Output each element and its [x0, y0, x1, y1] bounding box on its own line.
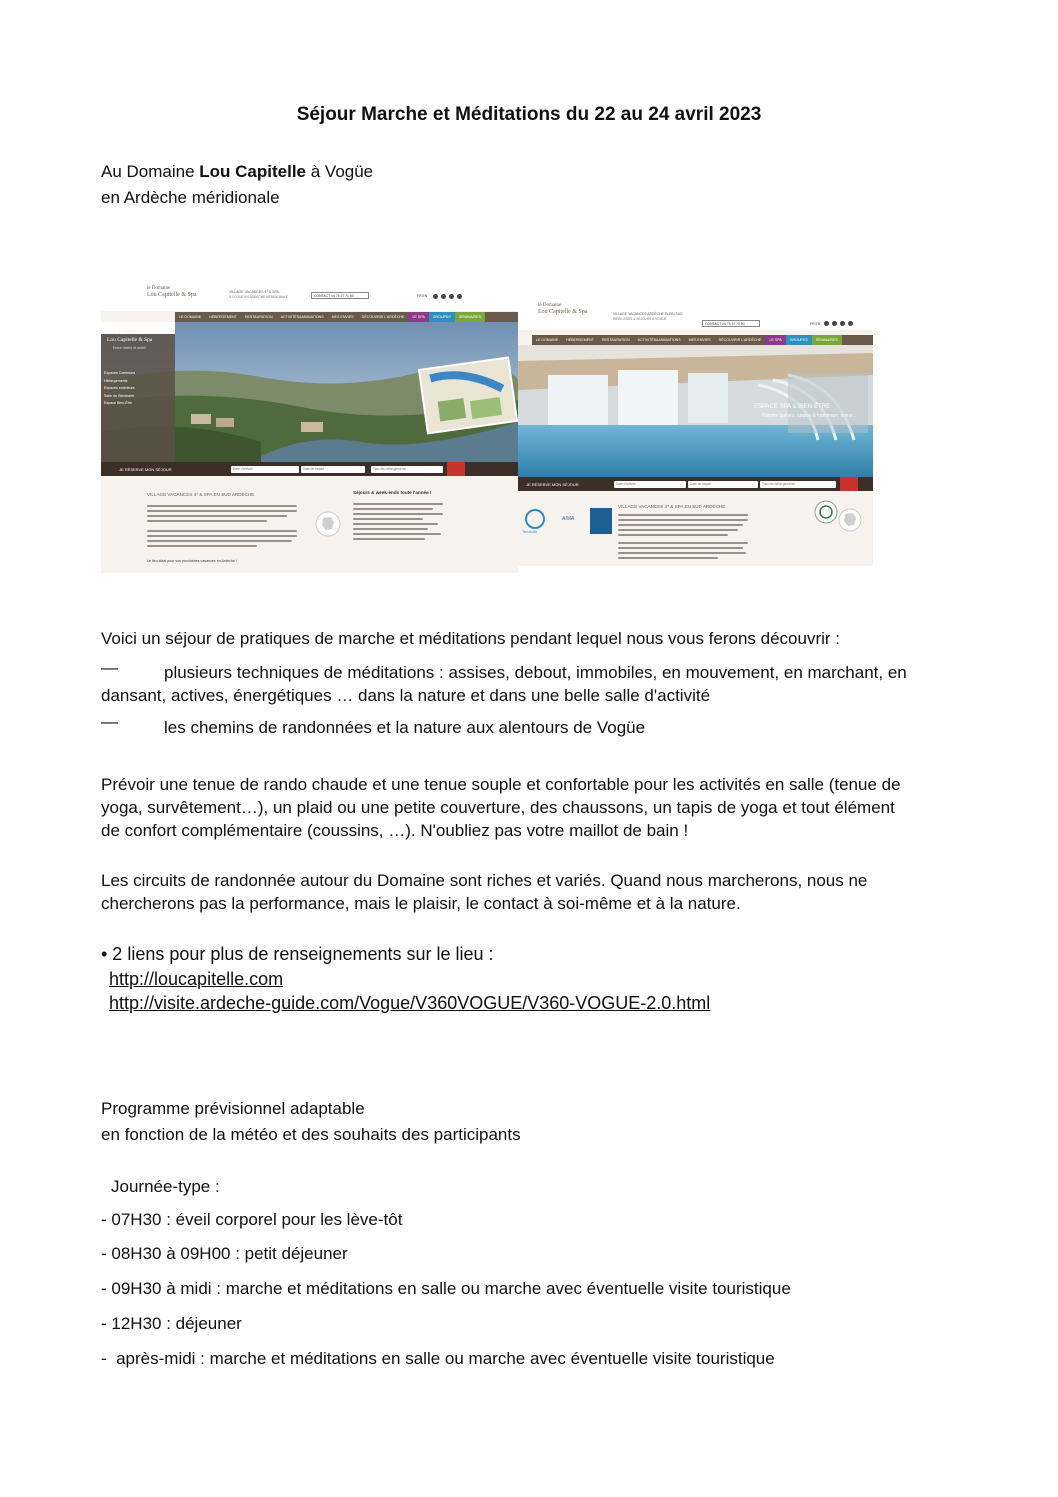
text-line [353, 538, 425, 540]
site-footer-note: Le lieu idéal pour vos prochaines vacances en Ardèche ! [147, 559, 237, 563]
intro-paragraph: Voici un séjour de pratiques de marche et méditations pendant lequel nous vous ferons découvrir : [101, 629, 841, 648]
badge-terradia: TerrAdia [522, 529, 537, 534]
text-line [353, 503, 443, 505]
booking-arrival-field: Date d'arrivée [614, 481, 686, 488]
text-line [618, 524, 743, 526]
site-section-title: VILLAGE VACANCES 4* & SPA EN SUD ARDÈCHE [147, 492, 255, 497]
site-header [101, 283, 518, 311]
text-line [147, 535, 297, 537]
nav-item-hebergement: HÉBERGEMENT [566, 338, 594, 342]
text-line [147, 510, 297, 512]
badge-aima: AIMA [562, 516, 575, 522]
nav-item-groupes: GROUPES [429, 312, 455, 322]
booking-label: JE RÉSERVE MON SÉJOUR [526, 481, 579, 487]
panel-logo-line-1: le Domaine [119, 330, 143, 335]
nav-item-envies: MES ENVIES [331, 315, 354, 319]
nav-item-seminaires: SÉMINAIRES [455, 312, 485, 322]
booking-lodging-select: Tous les hébergements [371, 466, 443, 473]
text-line [353, 508, 433, 510]
youtube-icon [848, 321, 853, 326]
panel-item: Espaces extérieurs [104, 386, 135, 391]
booking-departure-field: Date de départ [301, 466, 365, 473]
terradia-logo-icon [524, 508, 546, 530]
schedule-item: - 12H30 : déjeuner [101, 1314, 242, 1333]
nav-item-spa: LE SPA [408, 312, 428, 322]
facebook-icon [433, 294, 438, 299]
nav-item-domaine: LE DOMAINE [536, 338, 559, 342]
text-line [618, 529, 738, 531]
website-screenshot-left [101, 283, 518, 573]
schedule-item: - après-midi : marche et méditations en salle ou marche avec éventuelle visite touristique [101, 1349, 775, 1368]
site-subtagline: WEEK-ENDS & SÉJOURS À VOGÜE [613, 317, 667, 321]
bullet-1-line-1: plusieurs techniques de méditations : assises, debout, immobiles, en mouvement, en marchant, en [164, 663, 907, 682]
text-line [147, 540, 292, 542]
panel-menu [104, 370, 135, 408]
nav-item-spa: LE SPA [765, 335, 785, 345]
text-line [618, 547, 743, 549]
text-line [353, 513, 443, 515]
intro-suffix: à Vogüe [306, 162, 374, 181]
page-title: Séjour Marche et Méditations du 22 au 24 avril 2023 [296, 104, 762, 125]
hero-title: ESPACE SPA & BIEN-ÊTRE [754, 404, 831, 410]
nav-item-restauration: RESTAURATION [601, 338, 630, 342]
booking-lodging-select: Tous les hébergements [760, 481, 836, 488]
france-map-icon [838, 508, 862, 532]
schedule-item: - 07H30 : éveil corporel pour les lève-tôt [101, 1210, 403, 1229]
text-line [618, 534, 728, 536]
nav-item-activites: ACTIVITÉS&ANIMATIONS [280, 315, 324, 319]
booking-label: JE RÉSERVE MON SÉJOUR [119, 466, 172, 472]
bullet-dash: — [101, 658, 118, 677]
france-map-icon [315, 511, 341, 537]
site-right-title: Séjours & week-ends toute l'année ! [353, 490, 432, 495]
clothing-line-3: de confort complémentaire (coussins, …). N'oubliez pas votre maillot de bain ! [101, 821, 689, 840]
intro-line-2: en Ardèche méridionale [101, 188, 280, 207]
nav-item-ardeche: DÉCOUVRIR L'ARDÈCHE [718, 338, 762, 342]
booking-departure-field: Date de départ [688, 481, 758, 488]
panel-subtitle: Entre rivière et soleil [113, 346, 146, 350]
spa-pool-image [518, 345, 873, 477]
circuits-line-1: Les circuits de randonnée autour du Domaine sont riches et variés. Quand nous marcherons, nous ne [101, 871, 868, 890]
site-nav [175, 312, 518, 322]
bullet-1-line-2: dansant, actives, énergétiques … dans la nature et dans une belle salle d'activité [101, 686, 711, 705]
domain-name: Lou Capitelle [199, 162, 307, 181]
text-line [618, 552, 746, 554]
youtube-icon [457, 294, 462, 299]
schedule-item: - 09H30 à midi : marche et méditations en salle ou marche avec éventuelle visite touristique [101, 1279, 791, 1298]
text-line [147, 505, 297, 507]
nav-item-seminaires: SÉMINAIRES [812, 335, 842, 345]
text-line [147, 545, 257, 547]
circuits-line-2: chercherons pas la performance, mais le plaisir, le contact à soi-même et à la nature. [101, 894, 741, 913]
site-logo-line-1: le Domaine [147, 286, 171, 291]
text-line [618, 557, 718, 559]
bullet-2: les chemins de randonnées et la nature aux alentours de Vogüe [164, 718, 646, 737]
site-contact-button [311, 292, 369, 299]
text-line [618, 542, 748, 544]
schedule-item: - 08H30 à 09H00 : petit déjeuner [101, 1244, 348, 1263]
programme-title-line-1: Programme prévisionnel adaptable [101, 1099, 365, 1118]
site-subtagline: À VOGÜE EN ARDÈCHE MÉRIDIONALE [229, 295, 288, 299]
nav-item-ardeche: DÉCOUVRIR L'ARDÈCHE [361, 315, 405, 319]
hero-subtitle: Piscine balnéo, sauna & hammam, soins... [762, 413, 857, 419]
text-line [353, 523, 438, 525]
clothing-line-2: yoga, survêtement…), un plaid ou une petite couverture, des chaussons, un tapis de yoga et tout élément [101, 798, 895, 817]
nav-item-activites: ACTIVITÉS&ANIMATIONS [637, 338, 681, 342]
text-line [353, 518, 423, 520]
panel-item: Espaces Communs [104, 371, 136, 375]
site-logo-line-2: Lou Capitelle & Spa [538, 309, 588, 315]
site-phone: 04 75 37 71 50 [722, 322, 745, 326]
site-nav [532, 335, 873, 345]
booking-bar [518, 477, 873, 491]
site-lang: FR EN [417, 294, 428, 298]
programme-title-line-2: en fonction de la météo et des souhaits des participants [101, 1125, 521, 1144]
text-line [618, 514, 748, 516]
site-header [518, 300, 873, 330]
nav-item-hebergement: HÉBERGEMENT [209, 315, 237, 319]
site-tagline: VILLAGE VACANCES 4* & SPA [229, 290, 279, 294]
text-line [147, 530, 297, 532]
text-line [353, 533, 441, 535]
text-line [147, 520, 267, 522]
tripadvisor-badge-icon [814, 500, 838, 524]
booking-bar [101, 462, 518, 476]
nav-item-envies: MES ENVIES [688, 338, 711, 342]
site-contact-button [702, 320, 760, 327]
site-logo-line-1: le Domaine [538, 303, 562, 308]
booking-search-button [840, 477, 858, 491]
site-contact-label: CONTACT [314, 294, 331, 298]
nav-item-restauration: RESTAURATION [244, 315, 273, 319]
site-section-title: VILLAGE VACANCES 4* & SPA EN SUD ARDÈCHE [618, 504, 726, 509]
site-lang: FR EN [810, 322, 821, 326]
links-intro: • 2 liens pour plus de renseignements sur le lieu : [101, 944, 494, 964]
booking-arrival-field: Date d'arrivée [231, 466, 299, 473]
text-line [618, 519, 748, 521]
facebook-icon [824, 321, 829, 326]
site-tagline: VILLAGE VACANCES ARDÈCHE PLEIN SUD [613, 312, 683, 316]
award-badge-icon [590, 508, 612, 534]
link-visite-ardeche[interactable]: http://visite.ardeche-guide.com/Vogue/V360VOGUE/V360-VOGUE-2.0.html [109, 993, 711, 1013]
instagram-icon [840, 321, 845, 326]
panel-item: Hébergements [104, 378, 128, 383]
clothing-line-1: Prévoir une tenue de rando chaude et une tenue souple et confortable pour les activités en salle (tenue de [101, 775, 901, 794]
site-side-panel [101, 322, 175, 462]
intro-line-1 [101, 160, 373, 183]
text-line [147, 515, 287, 517]
bullet-dash: — [101, 712, 118, 731]
panel-item: Salle de Séminaire [104, 393, 135, 398]
site-logo-line-2: Lou Capitelle & Spa [147, 292, 197, 298]
site-phone: 04 75 37 71 50 [331, 294, 354, 298]
journee-type-label: Journée-type : [111, 1177, 220, 1196]
twitter-icon [441, 294, 446, 299]
instagram-icon [449, 294, 454, 299]
nav-item-domaine: LE DOMAINE [179, 315, 202, 319]
link-loucapitelle[interactable]: http://loucapitelle.com [109, 969, 284, 989]
site-contact-label: CONTACT [705, 322, 722, 326]
intro-prefix: Au Domaine [101, 162, 200, 181]
text-line [353, 528, 428, 530]
booking-search-button [447, 462, 465, 476]
twitter-icon [832, 321, 837, 326]
panel-logo-line-2: Lou Capitelle & Spa [107, 337, 153, 343]
panel-item: Espace Bien-Être [104, 401, 132, 406]
website-screenshot-right [518, 300, 873, 566]
nav-item-groupes: GROUPES [786, 335, 812, 345]
